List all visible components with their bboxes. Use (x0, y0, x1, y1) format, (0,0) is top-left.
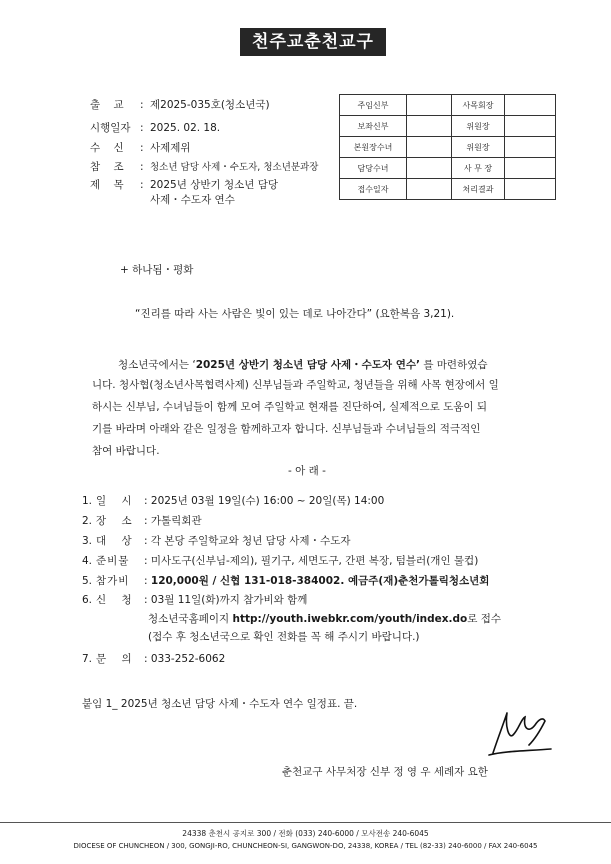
approval-row (340, 137, 556, 158)
reference-row: 참 조 : 청소년 담당 사제・수도자, 청소년분과장 (90, 161, 319, 173)
approval-label: 사목회장 (452, 95, 505, 116)
schedule-item-target: 3. 대 상 : 각 본당 주일학교와 청년 담당 사제・수도자 (82, 535, 351, 547)
approval-sign-cell (505, 158, 556, 179)
schedule-item-apply: 6. 신 청 : 03월 11일(화)까지 참가비와 함께 (82, 594, 308, 606)
body-line-1-bold: 2025년 상반기 청소년 담당 사제・수도자 연수’ (195, 359, 420, 371)
doc-number-value: 제2025-035호(청소년국) (150, 99, 270, 111)
approval-sign-cell (407, 179, 452, 200)
approval-sign-cell (407, 95, 452, 116)
doc-number-label: 출 교 (90, 99, 129, 111)
scripture-quote: “진리를 따라 사는 사람은 빛이 있는 데로 나아간다” (요한복음 3,21). (135, 308, 455, 320)
attachment-line: 붙임 1_ 2025년 청소년 담당 사제・수도자 연수 일정표. 끝. (82, 698, 358, 710)
date-row: 시행일자 : 2025. 02. 18. (90, 122, 221, 134)
approval-label: 사 무 장 (452, 158, 505, 179)
approval-label: 담당수녀 (340, 158, 407, 179)
schedule-item-contact: 7. 문 의 : 033-252-6062 (82, 653, 226, 665)
schedule-item-fee: 5. 참가비 : 120,000원 / 신협 131-018-384002. 예금주(재)춘천가톨릭청소년회 (82, 575, 490, 587)
approval-row (340, 179, 556, 200)
handwritten-signature (485, 705, 555, 760)
reference-label: 참 조 (90, 161, 129, 173)
doc-number-row: 출 교 : 제2025-035호(청소년국) (90, 99, 270, 111)
subject-row-2 (150, 193, 235, 207)
diocese-logo: 천주교춘천교구 (240, 28, 386, 56)
subject-value-line1: 2025년 상반기 청소년 담당 (150, 179, 279, 191)
body-line-1-pre: 청소년국에서는 ‘ (118, 359, 196, 371)
approval-label: 보좌신부 (340, 116, 407, 137)
schedule-item-apply-url: 청소년국홈페이지 http://youth.iwebkr.com/youth/index.do로 접수 (148, 613, 502, 625)
approval-label: 주임신부 (340, 95, 407, 116)
schedule-item-apply-note: (접수 후 청소년국으로 확인 전화를 꼭 해 주시기 바랍니다.) (148, 631, 420, 643)
recipient-value: 사제제위 (150, 142, 191, 154)
approval-sign-cell (505, 116, 556, 137)
body-line-4: 기를 바라며 아래와 같은 일정을 함께하고자 합니다. 신부님들과 수녀님들의 적극적인 (92, 423, 481, 435)
approval-box (339, 94, 556, 200)
subject-label: 제 목 (90, 179, 129, 191)
approval-sign-cell (505, 137, 556, 158)
date-value: 2025. 02. 18. (150, 122, 221, 134)
schedule-item-supplies: 4. 준비물 : 미사도구(신부님-제의), 필기구, 세면도구, 간편 복장, 텀블러(개인 물컵) (82, 555, 479, 567)
approval-label: 위원장 (452, 116, 505, 137)
body-line-1 (118, 355, 488, 375)
approval-label: 위원장 (452, 137, 505, 158)
body-line-3: 하시는 신부님, 수녀님들이 함께 모여 주일학교 현재를 진단하여, 실제적으로 도움이 되 (92, 401, 488, 413)
approval-sign-cell (505, 179, 556, 200)
date-label: 시행일자 (90, 122, 131, 134)
body-line-2: 니다. 청사협(청소년사목협력사제) 신부님들과 주일학교, 청년들을 위해 사목 현장에서 일 (92, 379, 499, 391)
schedule-item-venue: 2. 장 소 : 가톨릭회관 (82, 515, 202, 527)
approval-label: 처리결과 (452, 179, 505, 200)
recipient-label: 수 신 (90, 142, 129, 154)
recipient-row: 수 신 : 사제제위 (90, 142, 191, 154)
sender-line: 춘천교구 사무처장 신부 정 영 우 세례자 요한 (282, 766, 488, 778)
greeting: + 하나됨・평화 (120, 264, 194, 276)
approval-label: 접수일자 (340, 179, 407, 200)
reference-value: 청소년 담당 사제・수도자, 청소년분과장 (150, 162, 319, 173)
homepage-link[interactable]: http://youth.iwebkr.com/youth/index.do (232, 613, 468, 625)
approval-row (340, 158, 556, 179)
body-line-5: 참여 바랍니다. (92, 445, 160, 457)
approval-row (340, 95, 556, 116)
footer-address-en: DIOCESE OF CHUNCHEON / 300, GONGJI-RO, CHUNCHEON-SI, GANGWON-DO, 24338, KOREA / TEL (82-33) 240-6000 / FAX 240-6045 (73, 842, 538, 850)
schedule-item-datetime: 1. 일 시 : 2025년 03월 19일(수) 16:00 ~ 20일(목) 14:00 (82, 495, 385, 507)
below-heading: - 아 래 - (288, 465, 326, 477)
subject-value-line2: 사제・수도자 연수 (150, 194, 235, 206)
approval-sign-cell (505, 95, 556, 116)
approval-sign-cell (407, 158, 452, 179)
subject-row: 제 목 : 2025년 상반기 청소년 담당 (90, 179, 279, 191)
approval-row (340, 116, 556, 137)
footer-divider (0, 822, 611, 823)
footer-address-kr: 24338 춘천시 공지로 300 / 전화 (033) 240-6000 / 모사전송 240-6045 (182, 829, 429, 838)
body-line-1-post: 를 마련하였습 (423, 359, 488, 371)
approval-sign-cell (407, 137, 452, 158)
approval-sign-cell (407, 116, 452, 137)
approval-label: 본원장수녀 (340, 137, 407, 158)
